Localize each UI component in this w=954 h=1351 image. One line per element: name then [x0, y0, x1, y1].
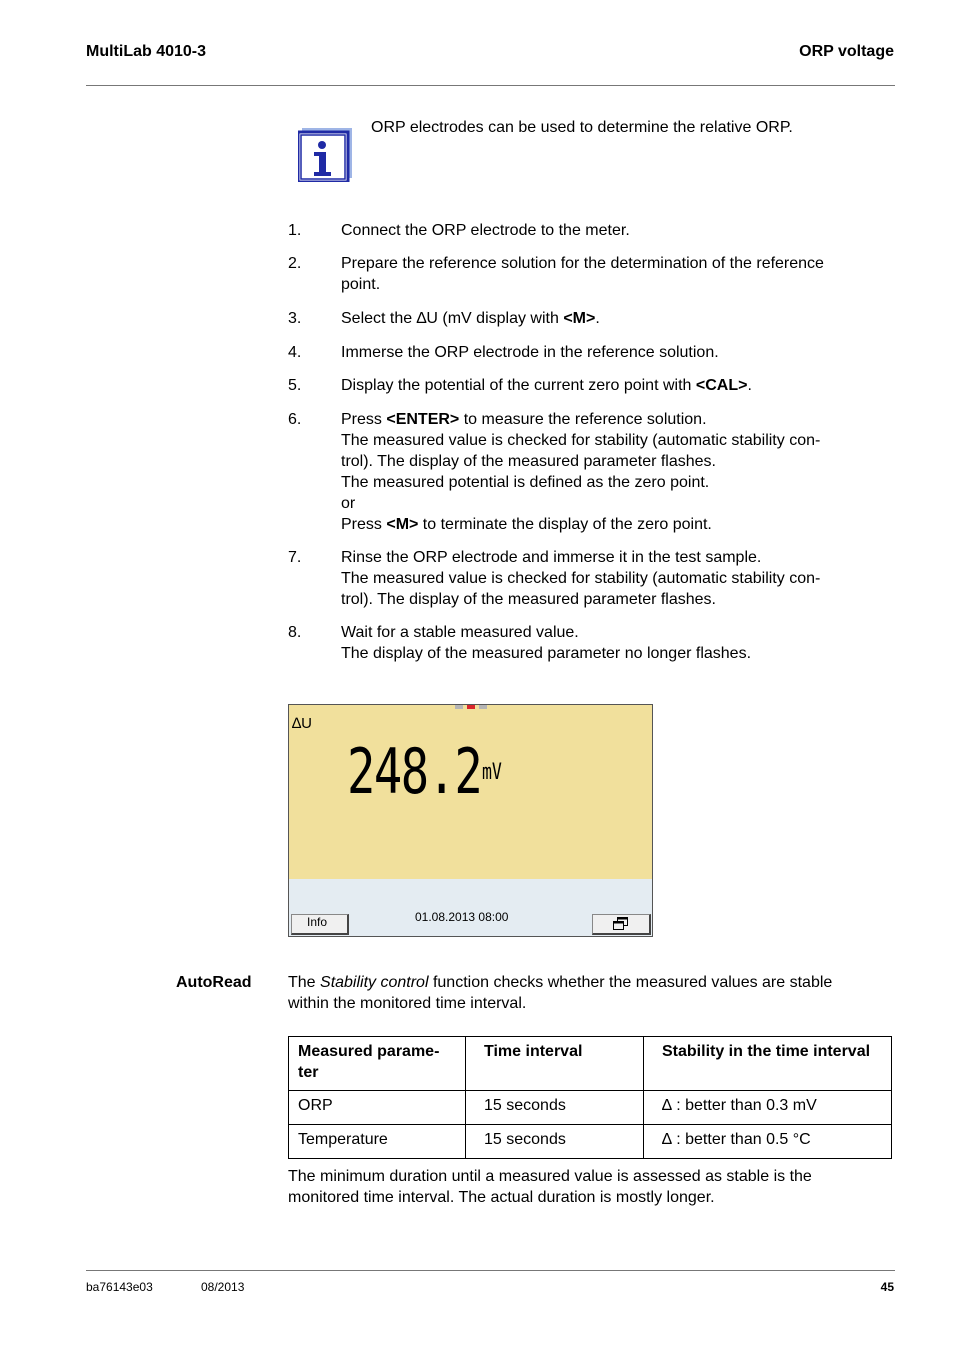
step-text: Connect the ORP electrode to the meter.	[341, 222, 630, 239]
step-text-end: to terminate the display of the zero point.	[418, 516, 712, 533]
step-text: Prepare the reference solution for the determination of the reference	[341, 255, 824, 272]
window-softkey[interactable]	[592, 914, 651, 935]
table-cell: 15 seconds	[466, 1091, 644, 1125]
step-number: 3.	[288, 310, 302, 327]
table-header-cell: Time interval	[466, 1037, 644, 1091]
header-rule	[86, 85, 895, 86]
table-cell: 15 seconds	[466, 1125, 644, 1159]
step-text: The measured value is checked for stability (automatic stability con-	[341, 570, 821, 587]
step-number: 4.	[288, 344, 302, 361]
step-number: 8.	[288, 624, 302, 641]
closing-paragraph	[288, 1166, 894, 1208]
step-number: 5.	[288, 377, 302, 394]
step-text: Display the potential of the current zero point with	[341, 377, 696, 394]
running-header-left: MultiLab 4010-3	[86, 43, 207, 60]
step-text-end: .	[595, 310, 600, 327]
table-cell: ORP	[289, 1091, 466, 1125]
status-dot-active	[467, 705, 475, 709]
table-row	[289, 1091, 892, 1125]
status-dot	[479, 705, 487, 709]
info-softkey[interactable]: Info	[291, 914, 349, 935]
step-text-end: .	[747, 377, 752, 394]
measured-value: 248.2	[347, 735, 482, 808]
page-number: 45	[880, 1280, 894, 1294]
table-header-cell: Stability in the time interval	[644, 1037, 892, 1091]
step-text: Wait for a stable measured value.	[341, 624, 579, 641]
autoread-label: AutoRead	[176, 974, 252, 991]
step-text: trol). The display of the measured parameter flashes.	[341, 453, 716, 470]
step-text: point.	[341, 276, 381, 293]
autoread-text-post: function checks whether the measured values are stable	[428, 974, 833, 991]
step-number: 1.	[288, 222, 302, 239]
closing-line: The minimum duration until a measured value is assessed as stable is the	[288, 1168, 812, 1185]
status-dot	[455, 705, 463, 709]
key-name: <M>	[386, 516, 419, 533]
key-name: <CAL>	[695, 377, 748, 394]
footer-doc-number: ba76143e03	[86, 1280, 153, 1294]
table-cell: Temperature	[289, 1125, 466, 1159]
key-name: <ENTER>	[386, 411, 460, 428]
step-text: or	[341, 495, 356, 512]
step-text: Immerse the ORP electrode in the reference solution.	[341, 344, 719, 361]
table-cell: ∆ : better than 0.3 mV	[644, 1091, 892, 1125]
measured-unit: mV	[482, 760, 502, 785]
info-icon	[298, 128, 352, 182]
table-row	[289, 1125, 892, 1159]
running-header-right: ORP voltage	[799, 43, 894, 60]
autoread-text-line2: within the monitored time interval.	[288, 995, 527, 1012]
table-header-row	[289, 1037, 892, 1091]
table-cell: ∆ : better than 0.5 °C	[644, 1125, 892, 1159]
autoread-text	[288, 972, 894, 1014]
windows-icon	[613, 917, 629, 931]
table-header-cell: Measured parame- ter	[289, 1037, 466, 1091]
step-text: Press	[341, 411, 387, 428]
autoread-text-pre: The	[288, 974, 321, 991]
key-name: <M>	[563, 310, 596, 327]
step-text: Rinse the ORP electrode and immerse it in the test sample.	[341, 549, 762, 566]
step-text: The measured value is checked for stability (automatic stability con-	[341, 432, 821, 449]
step-text-end: to measure the reference solution.	[459, 411, 707, 428]
step-text: Press	[341, 516, 387, 533]
step-text: The display of the measured parameter no longer flashes.	[341, 645, 752, 662]
stability-table	[288, 1036, 892, 1159]
info-note-text: ORP electrodes can be used to determine the relative ORP.	[371, 119, 793, 136]
step-number: 6.	[288, 411, 302, 428]
step-text: Select the ∆U (mV display with	[341, 310, 564, 327]
autoread-term: Stability control	[320, 974, 429, 991]
step-text: trol). The display of the measured parameter flashes.	[341, 591, 716, 608]
meter-display	[288, 704, 653, 937]
display-timestamp: 01.08.2013 08:00	[415, 910, 509, 924]
footer-date: 08/2013	[201, 1280, 245, 1294]
closing-line: monitored time interval. The actual duration is mostly longer.	[288, 1189, 715, 1206]
step-number: 2.	[288, 255, 302, 272]
step-text: The measured potential is defined as the zero point.	[341, 474, 710, 491]
footer-rule	[86, 1270, 895, 1271]
measured-parameter-label: ∆U	[292, 715, 313, 732]
step-number: 7.	[288, 549, 302, 566]
